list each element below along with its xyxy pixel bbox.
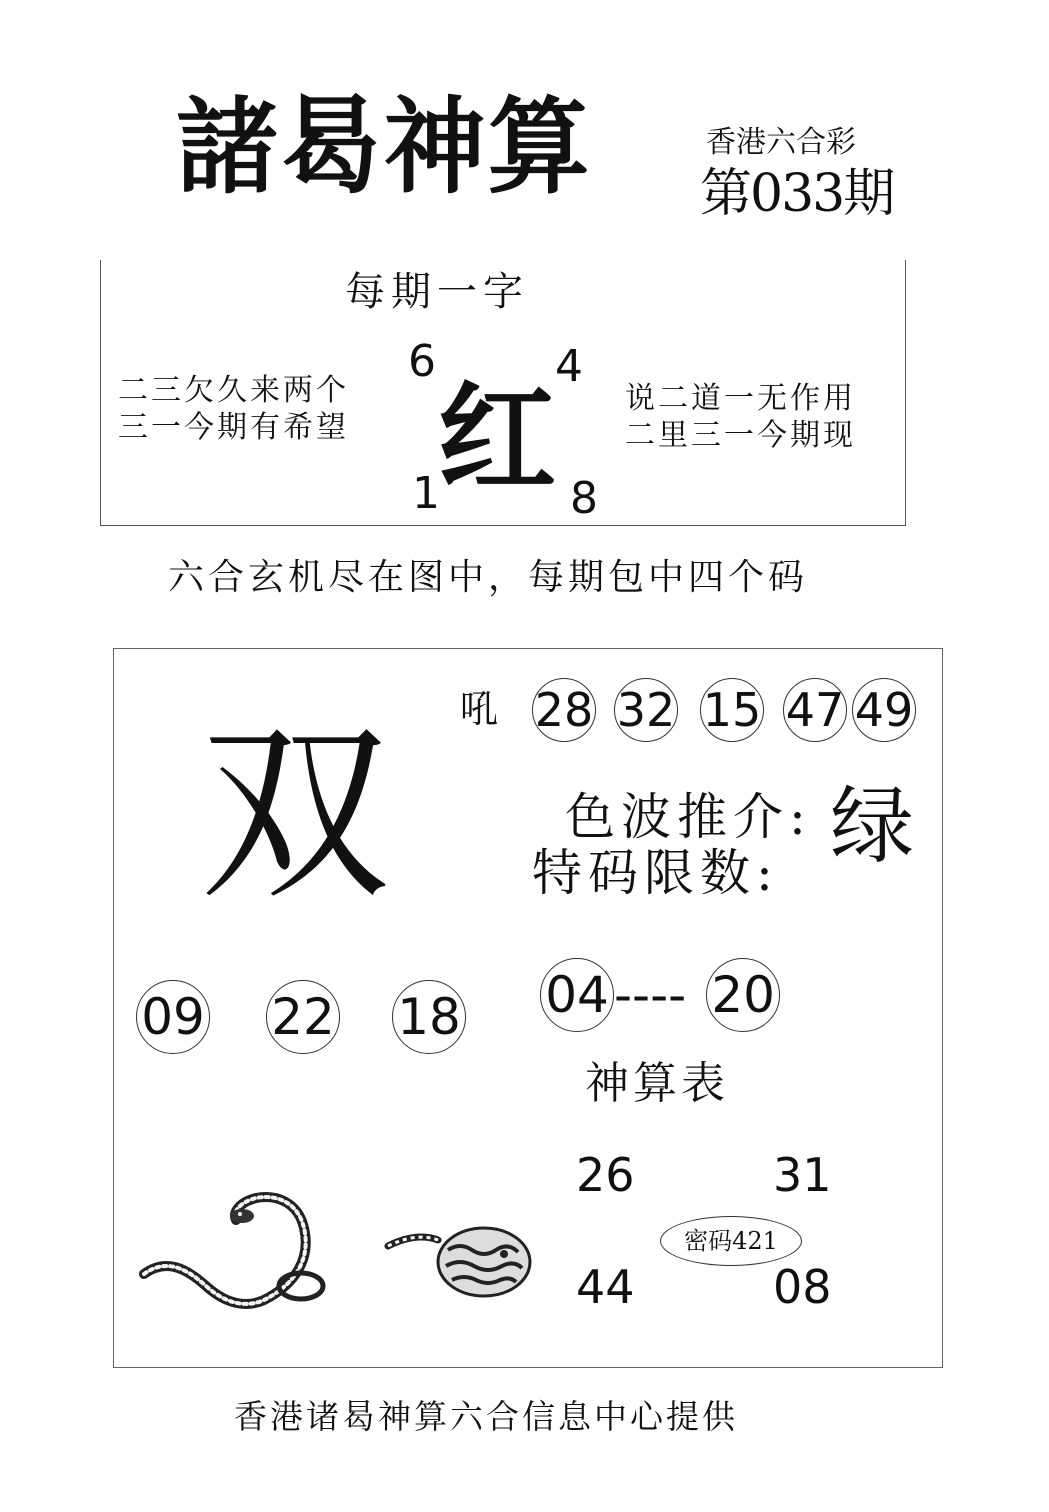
- mid-number: 09: [136, 980, 210, 1054]
- top-number: 15: [700, 678, 764, 742]
- issue-number: 第033期: [700, 164, 894, 224]
- top-number: 49: [852, 678, 916, 742]
- poem-right-line-1: 说二道一无作用: [625, 381, 856, 416]
- slogan: 六合玄机尽在图中，每期包中四个码: [168, 557, 809, 598]
- table-number: 26: [576, 1148, 635, 1202]
- number-range: [540, 958, 780, 1032]
- poem-right-line-2: 二里三一今期现: [625, 418, 856, 453]
- poem-left-line-1: 二三欠久来两个: [118, 373, 349, 408]
- poem-left: [118, 372, 349, 446]
- poem-left-line-2: 三一今期有希望: [118, 410, 349, 445]
- corner-number-top-left: 6: [408, 336, 436, 387]
- color-value: 绿: [830, 777, 915, 875]
- range-separator: ----: [614, 966, 687, 1024]
- snake-icon: [136, 1188, 336, 1313]
- mid-number: 22: [266, 980, 340, 1054]
- top-number: 28: [532, 678, 596, 742]
- table-number: 44: [576, 1260, 635, 1314]
- range-start: 04: [540, 958, 614, 1032]
- top-number: 32: [614, 678, 678, 742]
- mid-number: 18: [392, 980, 466, 1054]
- table-title: 神算表: [585, 1058, 729, 1109]
- limit-label: 特码限数:: [532, 844, 779, 902]
- footer-credit: 香港诸曷神算六合信息中心提供: [234, 1397, 738, 1436]
- corner-number-bottom-right: 8: [570, 473, 598, 524]
- table-number: 08: [773, 1260, 832, 1314]
- riddle-box-title: 每期一字: [345, 269, 529, 315]
- range-end: 20: [706, 958, 780, 1032]
- big-character: 双: [200, 704, 391, 925]
- page-title: 諸曷神算: [176, 86, 592, 208]
- corner-number-bottom-left: 1: [412, 468, 440, 519]
- lottery-name: 香港六合彩: [706, 125, 856, 160]
- top-number: 47: [783, 678, 847, 742]
- lead-character: 吼: [460, 687, 499, 731]
- code-badge: 密码421: [660, 1216, 802, 1266]
- corner-number-top-right: 4: [555, 341, 583, 392]
- tiger-icon: [384, 1220, 534, 1305]
- table-number: 31: [773, 1148, 832, 1202]
- riddle-character: 红: [438, 370, 557, 508]
- color-label: 色波推介:: [565, 788, 812, 846]
- poem-right: [625, 380, 856, 454]
